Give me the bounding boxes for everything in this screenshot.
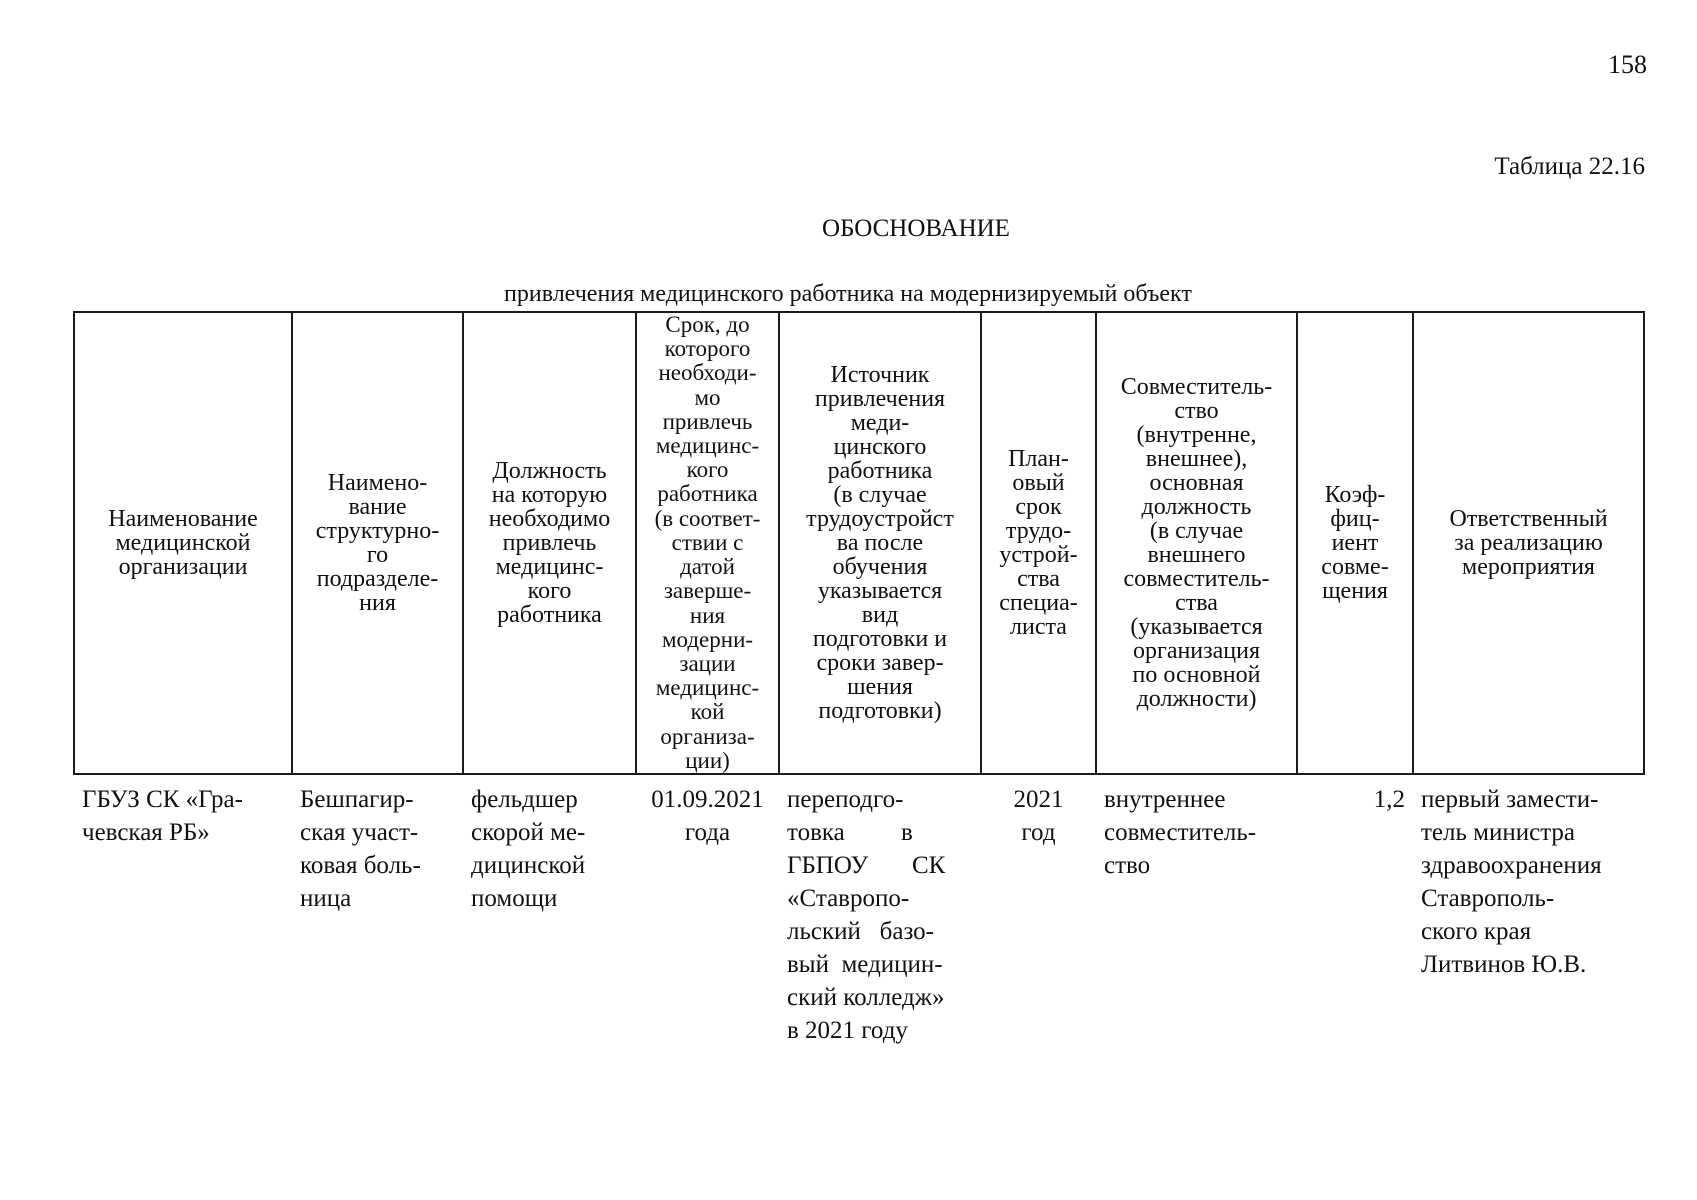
header-deadline: Срок, до которого необходи- мо привлечь медицинс- кого работника (в соответ- ствии с датой заверше- ния модерни- зации медицинс- кой организа- ции) [636,312,779,774]
cell-planned-year: 2021 год [1013,786,1064,846]
cell-deadline: 01.09.2021 года [651,786,764,846]
header-source: Источник привлечения меди- цинского работника (в случае трудоустройст ва после обучения указывается вид подготовки и сроки завер- шения подготовки) [779,312,981,774]
cell-combination: внутреннее совместитель- ство [1104,786,1257,879]
cell-source: переподго- товка в ГБПОУ СК «Ставропо- льский базо- вый медицин- ский колледж» в 2021 году [787,786,946,1044]
table-row [74,774,1644,1047]
header-department: Наимено- вание структурно- го подразделе- ния [292,312,463,774]
cell-position: фельдшер скорой ме- дицинской помощи [471,786,586,912]
justification-table [73,311,1645,1047]
document-title: ОБОСНОВАНИЕ [822,215,1010,242]
header-responsible: Ответственный за реализацию мероприятия [1413,312,1644,774]
table-header-row [74,312,1644,774]
header-coefficient: Коэф- фиц- иент совме- щения [1297,312,1413,774]
table-label: Таблица 22.16 [1494,153,1645,180]
page-number: 158 [1608,50,1647,79]
document-subtitle: привлечения медицинского работника на модернизируемый объект [504,281,1192,307]
header-organization: Наименование медицинской организации [74,312,292,774]
cell-department: Бешпагир- ская участ- ковая боль- ница [300,786,421,912]
header-combination: Совместитель- ство (внутренне, внешнее), основная должность (в случае внешнего совместитель- ства (указывается организация по основной должности) [1096,312,1297,774]
cell-responsible: первый замести- тель министра здравоохранения Ставрополь- ского края Литвинов Ю.В. [1421,786,1602,978]
header-planned-date: План- овый срок трудо- устрой- ства специа- листа [981,312,1096,774]
cell-organization: ГБУЗ СК «Гра- чевская РБ» [82,786,243,846]
header-position: Должность на которую необходимо привлечь медицинс- кого работника [463,312,636,774]
cell-coefficient: 1,2 [1373,786,1405,813]
